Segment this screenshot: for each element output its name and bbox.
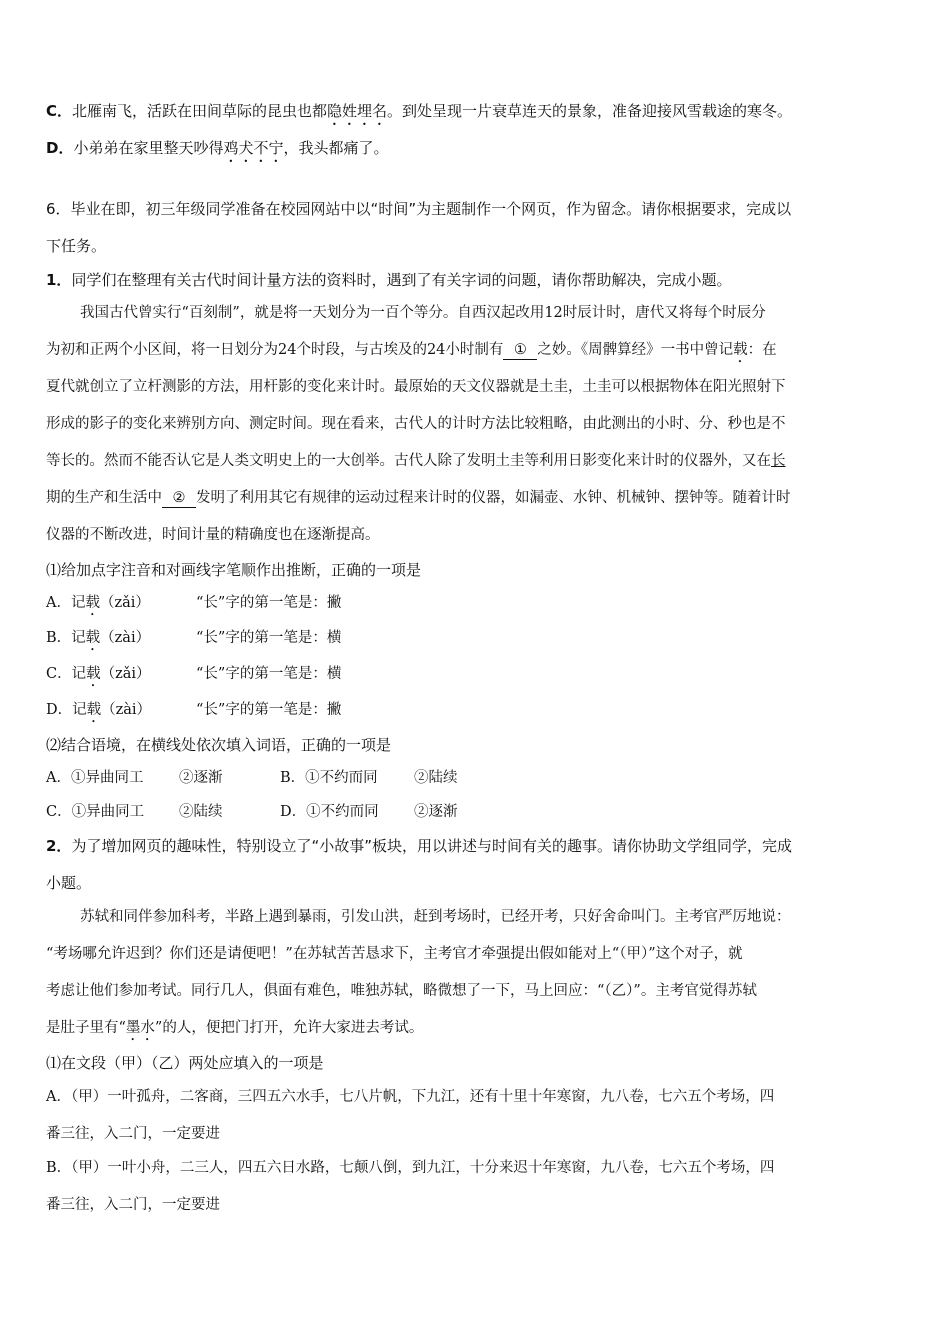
- option-d-q5: [46, 138, 904, 166]
- passage-1-line: [46, 451, 904, 471]
- question-6-line1: 6．毕业在即，初三年级同学准备在校园网站中以“时间”为主题制作一个网页，作为留念。请你根据要求，完成以: [46, 200, 792, 218]
- option-label: C．: [46, 102, 73, 120]
- option-text: ，我头都痛了。: [283, 139, 389, 157]
- choice-option[interactable]: A．（甲）一叶孤舟，二客商，三四五六水手，七八片帆，下九江，还有十里十年寒窗，九八卷，七六五个考场，四: [46, 1089, 775, 1105]
- pinyin: （zài）: [101, 702, 152, 718]
- dotted-phrase: 隐姓埋名: [327, 102, 388, 120]
- option-text: 北雁南飞，活跃在田间草际的昆虫也都: [72, 102, 328, 120]
- passage-1-line: 仪器的不断改进，时间计量的精确度也在逐渐提高。: [46, 527, 380, 543]
- subquestion-2-heading: [46, 836, 904, 856]
- pinyin: （zǎi）: [99, 595, 150, 611]
- subquestion-1-heading: [46, 270, 904, 290]
- stroke-answer: “长”字的第一笔是：横: [196, 630, 342, 646]
- choice-row: [46, 802, 904, 822]
- dotted-phrase: 鸡犬不宁: [223, 139, 284, 157]
- passage-text: 期的生产和生活中: [46, 490, 162, 506]
- blank-1: ①: [503, 341, 537, 360]
- blank-2: ②: [162, 489, 196, 508]
- passage-1-line: 形成的影子的变化来辨别方向、测定时间。现在看来，古代人的计时方法比较粗略，由此测出的小时、分、秒也是不: [46, 416, 786, 432]
- choice-option[interactable]: B．（甲）一叶小舟，二三人，四五六日水路，七颠八倒，到九江，十分来迟十年寒窗，九八卷，七六五个考场，四: [46, 1160, 775, 1176]
- passage-text: 是肚子里有“: [46, 1020, 126, 1036]
- passage-1-line: 我国古代曾实行“百刻制”，就是将一天划分为一百个等分。自西汉起改用12时辰计时，唐代又将每个时辰分: [80, 305, 766, 321]
- passage-text: 发明了利用其它有规律的运动过程来计时的仪器，如漏壶、水钟、机械钟、摆钟等。随着计时: [196, 490, 791, 506]
- choice-option-continued: 番三往，入二门，一定要进: [46, 1197, 220, 1213]
- passage-1-line: [46, 488, 904, 508]
- choice-label: B．记: [46, 630, 86, 646]
- dotted-char: 载: [86, 702, 102, 718]
- choice-option[interactable]: D．①不约而同: [280, 804, 379, 820]
- passage-2-line: “考场哪允许迟到？你们还是请便吧！”在苏轼苦苦恳求下，主考官才牵强提出假如能对上“（甲）”这个对子，就: [46, 946, 743, 962]
- stroke-answer: “长”字的第一笔是：撇: [196, 702, 342, 718]
- passage-2-line: 考虑让他们参加考试。同行几人，俱面有难色，唯独苏轼，略微想了一下，马上回应：“（乙）”。主考官觉得苏轼: [46, 983, 757, 999]
- choice-option-continued: 番三往，入二门，一定要进: [46, 1126, 220, 1142]
- choice-option[interactable]: [46, 700, 904, 726]
- subquestion-2-line2: 小题。: [46, 874, 92, 892]
- passage-text: ”的人，便把门打开，允许大家进去考试。: [154, 1020, 424, 1036]
- stroke-answer: “长”字的第一笔是：横: [196, 666, 342, 682]
- choice-row: [46, 768, 904, 788]
- option-text: 。到处呈现一片衰草连天的景象，准备迎接风雪载途的寒冬。: [387, 102, 793, 120]
- passage-1-line: 夏代就创立了立杆测影的方法，用杆影的变化来计时。最原始的天文仪器就是土圭，土圭可以根据物体在阳光照射下: [46, 379, 786, 395]
- dotted-char: 载: [86, 666, 101, 682]
- choice-option-word: ②逐渐: [179, 770, 223, 786]
- option-label: D．: [46, 139, 74, 157]
- choice-option[interactable]: A．①异曲同工: [46, 770, 144, 786]
- subquestion-number: 1．: [46, 271, 72, 289]
- passage-text: 等长的。然而不能否认它是人类文明史上的一大创举。古代人除了发明土圭等利用日影变化来计时的仪器外，又在: [46, 453, 771, 469]
- passage-1-line: [46, 340, 904, 366]
- pinyin: （zǎi）: [100, 666, 151, 682]
- choice-label: C．记: [46, 666, 87, 682]
- stroke-answer: “长”字的第一笔是：撇: [196, 595, 342, 611]
- underlined-char: 长: [771, 453, 786, 469]
- question-1-2: ⑵结合语境，在横线处依次填入词语，正确的一项是: [46, 736, 392, 754]
- passage-2-line: [46, 1018, 904, 1044]
- pinyin: （zài）: [100, 630, 151, 646]
- passage-text: ：在: [747, 342, 777, 358]
- passage-text: 为初和正两个小区间，将一日划分为24个时段，与古埃及的24小时制有: [46, 342, 504, 358]
- option-c-q5: [46, 101, 904, 129]
- passage-text: 之妙。《周髀算经》一书中曾记: [537, 342, 734, 358]
- choice-label: A．记: [46, 595, 86, 611]
- choice-option[interactable]: [46, 593, 904, 619]
- dotted-char: 载: [733, 342, 748, 358]
- passage-2-line: 苏轼和同伴参加科考，半路上遇到暴雨，引发山洪，赶到考场时，已经开考，只好舍命叫门。主考官严厉地说：: [80, 909, 791, 925]
- choice-option[interactable]: C．①异曲同工: [46, 804, 145, 820]
- question-6-line2: 下任务。: [46, 237, 107, 255]
- choice-option[interactable]: [46, 628, 904, 654]
- subquestion-number: 2．: [46, 837, 72, 855]
- choice-option[interactable]: [46, 664, 904, 690]
- question-1-1: ⑴给加点字注音和对画线字笔顺作出推断，正确的一项是: [46, 561, 422, 579]
- subquestion-text: 同学们在整理有关古代时间计量方法的资料时，遇到了有关字词的问题，请你帮助解决，完成小题。: [71, 271, 732, 289]
- question-2-1: ⑴在文段（甲）（乙）两处应填入的一项是: [46, 1054, 324, 1072]
- subquestion-text: 为了增加网页的趣味性，特别设立了“小故事”板块，用以讲述与时间有关的趣事。请你协助文学组同学，完成: [71, 837, 792, 855]
- dotted-char: 载: [85, 595, 100, 611]
- choice-option-word: ②陆续: [179, 804, 223, 820]
- choice-option-word: ②逐渐: [414, 804, 458, 820]
- option-text: 小弟弟在家里整天吵得: [73, 139, 224, 157]
- choice-option[interactable]: B．①不约而同: [280, 770, 378, 786]
- dotted-char: 载: [85, 630, 101, 646]
- dotted-phrase: 墨水: [125, 1020, 155, 1036]
- choice-option-word: ②陆续: [414, 770, 458, 786]
- choice-label: D．记: [46, 702, 87, 718]
